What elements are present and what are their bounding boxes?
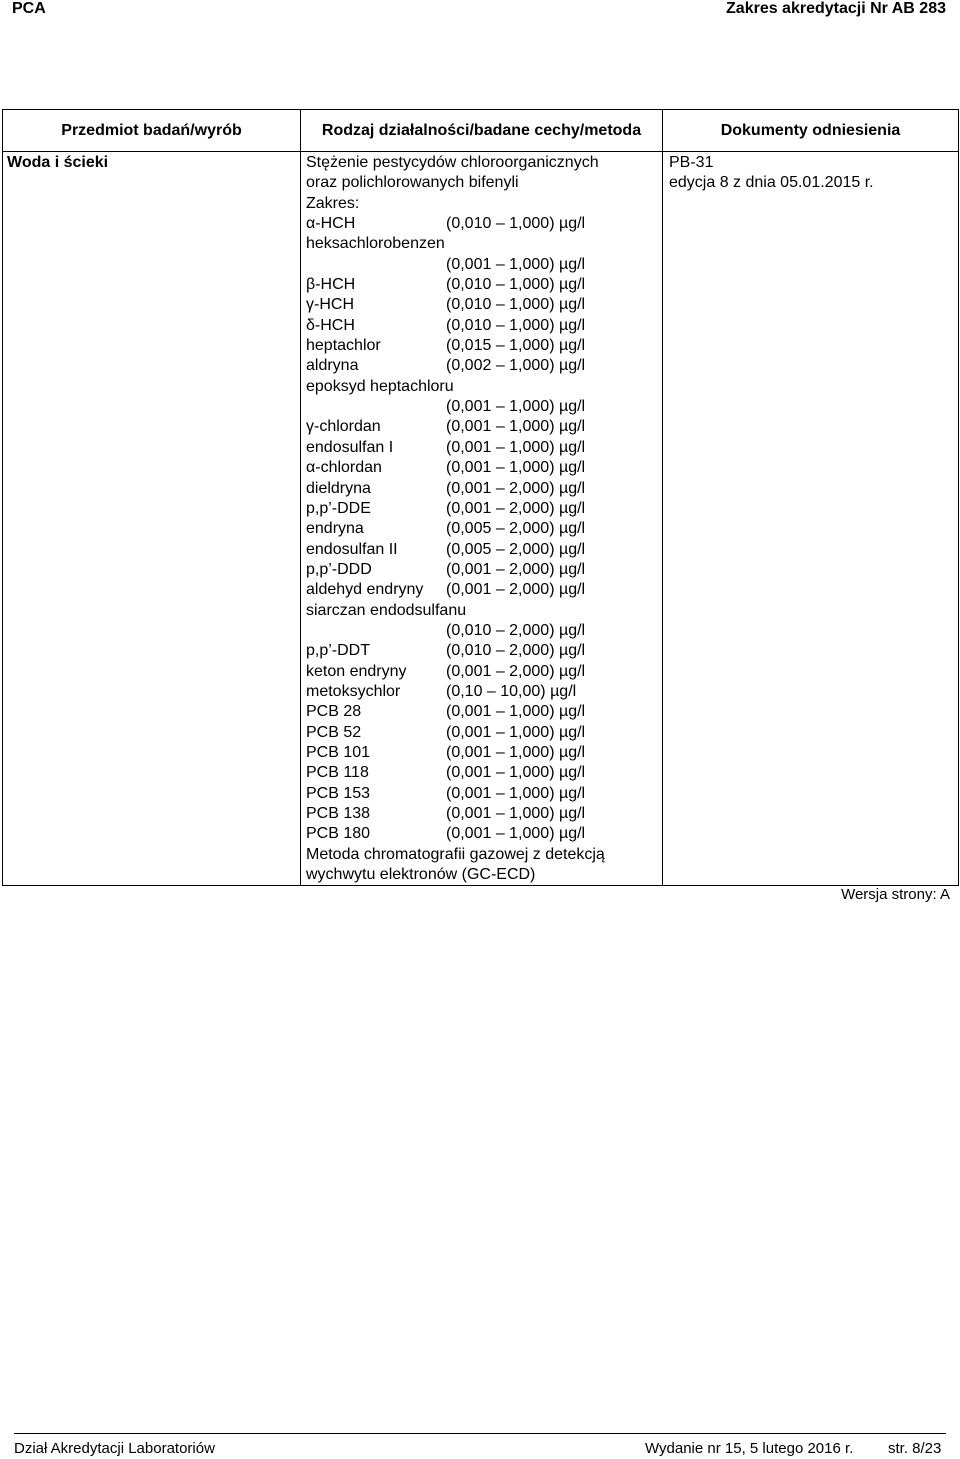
analyte-range: (0,001 – 1,000) µg/l — [446, 723, 586, 741]
analyte-range: (0,001 – 1,000) µg/l — [446, 764, 586, 782]
analyte-name: p,p’-DDD — [306, 560, 372, 578]
header-activity: Rodzaj działalności/badane cechy/metoda — [301, 110, 663, 152]
analyte-name: endosulfan II — [306, 540, 398, 558]
analyte-row — [306, 804, 662, 824]
activity-text-line: oraz polichlorowanych bifenyli — [306, 174, 519, 192]
analyte-row — [306, 214, 662, 234]
analyte-range: (0,001 – 2,000) µg/l — [446, 479, 586, 497]
analyte-range: (0,001 – 1,000) µg/l — [446, 703, 586, 721]
analyte-range: (0,001 – 1,000) µg/l — [446, 459, 586, 477]
analyte-range: (0,010 – 2,000) µg/l — [446, 642, 586, 660]
analyte-range: (0,001 – 1,000) µg/l — [446, 438, 586, 456]
analyte-range: (0,010 – 1,000) µg/l — [446, 316, 586, 334]
analyte-range-line — [306, 621, 662, 641]
footer-page-number: str. 8/23 — [888, 1440, 942, 1457]
footer-divider — [14, 1433, 946, 1434]
analyte-row — [306, 519, 662, 539]
analyte-range: (0,10 – 10,00) µg/l — [446, 682, 577, 700]
analyte-range: (0,002 – 1,000) µg/l — [446, 357, 586, 375]
analyte-range: (0,001 – 1,000) µg/l — [446, 743, 586, 761]
analyte-range-line — [306, 397, 662, 417]
analyte-range: (0,001 – 1,000) µg/l — [446, 255, 586, 273]
analyte-name: PCB 52 — [306, 723, 362, 741]
subject-cell: Woda i ścieki — [3, 152, 301, 886]
analyte-row — [306, 784, 662, 804]
analyte-row — [306, 580, 662, 600]
analyte-row — [306, 316, 662, 336]
analyte-row — [306, 662, 662, 682]
analyte-range: (0,010 – 1,000) µg/l — [446, 276, 586, 294]
activity-text-line: wychwytu elektronów (GC-ECD) — [306, 866, 536, 884]
header-subject: Przedmiot badań/wyrób — [3, 110, 301, 152]
analyte-name: aldehyd endryny — [306, 581, 424, 599]
analyte-name: aldryna — [306, 357, 359, 375]
analyte-row — [306, 356, 662, 376]
analyte-range: (0,001 – 1,000) µg/l — [446, 398, 586, 416]
analyte-name: α-chlordan — [306, 459, 382, 477]
analyte-name: heptachlor — [306, 337, 381, 355]
analyte-range: (0,001 – 2,000) µg/l — [446, 560, 586, 578]
analyte-name: metoksychlor — [306, 682, 401, 700]
analyte-range: (0,005 – 2,000) µg/l — [446, 520, 586, 538]
analyte-name: PCB 153 — [306, 784, 371, 802]
page-header — [0, 0, 960, 20]
analyte-row — [306, 723, 662, 743]
header-org: PCA — [12, 0, 46, 17]
analyte-row — [306, 438, 662, 458]
analyte-range: (0,001 – 1,000) µg/l — [446, 784, 586, 802]
analyte-row — [306, 540, 662, 560]
analyte-range: (0,010 – 2,000) µg/l — [446, 621, 586, 639]
header-title: Zakres akredytacji Nr AB 283 — [726, 0, 946, 17]
activity-text-line: Stężenie pestycydów chloroorganicznych — [306, 154, 599, 171]
analyte-name: dieldryna — [306, 479, 371, 497]
analyte-name: PCB 118 — [306, 764, 369, 782]
document-id: PB-31 — [669, 154, 714, 171]
analyte-range-line — [306, 255, 662, 275]
analyte-row — [306, 763, 662, 783]
analyte-row — [306, 743, 662, 763]
analyte-range: (0,001 – 1,000) µg/l — [446, 418, 586, 436]
analyte-row — [306, 560, 662, 580]
footer-department: Dział Akredytacji Laboratoriów — [14, 1440, 215, 1457]
analyte-row — [306, 417, 662, 437]
analyte-name: α-HCH — [306, 215, 356, 233]
analyte-range: (0,010 – 1,000) µg/l — [446, 215, 586, 233]
analyte-row — [306, 641, 662, 661]
analyte-name: PCB 180 — [306, 825, 371, 843]
page-version: Wersja strony: A — [841, 886, 950, 903]
analyte-row — [306, 336, 662, 356]
analyte-row — [306, 682, 662, 702]
activity-cell — [301, 152, 663, 886]
analyte-name: keton endryny — [306, 662, 407, 680]
analyte-range: (0,001 – 2,000) µg/l — [446, 662, 586, 680]
analyte-range: (0,010 – 1,000) µg/l — [446, 296, 586, 314]
table-row — [3, 152, 959, 886]
analyte-range: (0,005 – 2,000) µg/l — [446, 540, 586, 558]
analyte-range: (0,015 – 1,000) µg/l — [446, 337, 586, 355]
analyte-name: β-HCH — [306, 276, 356, 294]
analyte-name: endosulfan I — [306, 438, 394, 456]
header-documents: Dokumenty odniesienia — [663, 110, 959, 152]
analyte-range: (0,001 – 2,000) µg/l — [446, 499, 586, 517]
analyte-row — [306, 275, 662, 295]
analyte-name: γ-HCH — [306, 296, 354, 314]
activity-text-line: Zakres: — [306, 194, 360, 212]
accreditation-table — [2, 109, 959, 886]
activity-text-line: siarczan endodsulfanu — [306, 601, 467, 619]
activity-text-line: heksachlorobenzen — [306, 235, 445, 253]
documents-cell — [663, 152, 959, 886]
table-header-row — [3, 110, 959, 152]
activity-text-line: Metoda chromatografii gazowej z detekcją — [306, 845, 605, 863]
analyte-name: δ-HCH — [306, 316, 355, 334]
activity-text-line: epoksyd heptachloru — [306, 377, 454, 395]
analyte-name: PCB 101 — [306, 743, 371, 761]
footer-edition: Wydanie nr 15, 5 lutego 2016 r. — [645, 1440, 854, 1457]
analyte-row — [306, 824, 662, 844]
analyte-row — [306, 458, 662, 478]
analyte-name: PCB 138 — [306, 805, 371, 822]
analyte-name: p,p’-DDT — [306, 642, 371, 660]
analyte-range: (0,001 – 1,000) µg/l — [446, 805, 586, 822]
analyte-range: (0,001 – 1,000) µg/l — [446, 825, 586, 843]
analyte-name: p,p’-DDE — [306, 499, 371, 517]
analyte-range: (0,001 – 2,000) µg/l — [446, 581, 586, 599]
analyte-name: γ-chlordan — [306, 418, 381, 436]
analyte-row — [306, 295, 662, 315]
analyte-name: PCB 28 — [306, 703, 362, 721]
analyte-name: endryna — [306, 520, 364, 538]
analyte-row — [306, 702, 662, 722]
analyte-row — [306, 479, 662, 499]
document-edition: edycja 8 z dnia 05.01.2015 r. — [669, 174, 874, 192]
analyte-row — [306, 499, 662, 519]
